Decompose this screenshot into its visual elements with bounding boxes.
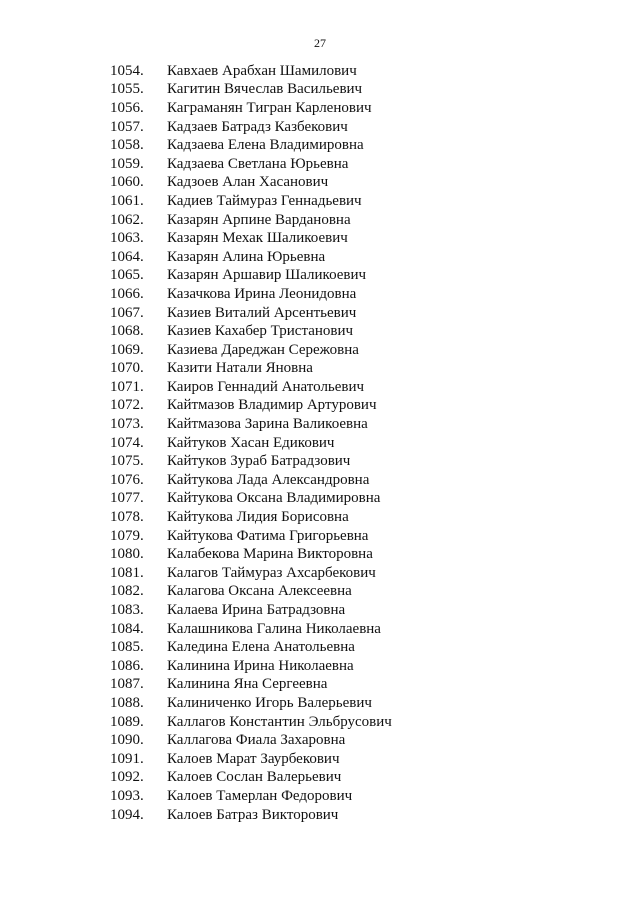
list-item [110,601,590,620]
list-item [110,192,590,211]
entry-number: 1066. [110,285,144,302]
entry-name: Калинина Ирина Николаевна [167,657,354,674]
entry-number: 1065. [110,267,144,284]
entry-number: 1068. [110,323,144,340]
list-item [110,452,590,471]
entry-number: 1070. [110,360,144,377]
list-item [110,583,590,602]
list-item [110,415,590,434]
entry-name: Каиров Геннадий Анатольевич [167,378,365,395]
entry-name: Каллагова Фиала Захаровна [167,732,346,749]
list-item [110,620,590,639]
entry-name: Калиниченко Игорь Валерьевич [167,694,372,711]
entry-name: Кадзаева Светлана Юрьевна [167,155,349,172]
entry-number: 1087. [110,676,144,693]
entry-number: 1079. [110,527,144,544]
entry-name: Калоев Батраз Викторович [167,806,339,823]
entry-number: 1074. [110,434,144,451]
entry-number: 1077. [110,490,144,507]
entry-number: 1073. [110,416,144,433]
entry-number: 1069. [110,341,144,358]
list-item [110,136,590,155]
list-item [110,248,590,267]
entry-name: Кайтмазова Зарина Валикоевна [167,416,368,433]
entry-number: 1090. [110,732,144,749]
entry-number: 1093. [110,787,144,804]
entry-number: 1088. [110,694,144,711]
entry-name: Каледина Елена Анатольевна [167,639,355,656]
page-number: 27 [314,36,326,50]
list-item [110,490,590,509]
entry-name: Казиев Кахабер Тристанович [167,323,354,340]
entry-name: Казарян Мехак Шаликоевич [167,230,348,247]
entry-name: Каллагов Константин Эльбрусович [167,713,392,730]
entry-number: 1057. [110,118,144,135]
name-list [110,62,590,824]
list-item [110,806,590,825]
entry-number: 1061. [110,192,144,209]
entry-name: Казиев Виталий Арсентьевич [167,304,357,321]
entry-number: 1091. [110,750,144,767]
entry-number: 1094. [110,806,144,823]
entry-number: 1082. [110,583,144,600]
entry-name: Кайтукова Оксана Владимировна [167,490,381,507]
entry-number: 1092. [110,769,144,786]
list-item [110,174,590,193]
entry-name: Калоев Сослан Валерьевич [167,769,342,786]
list-item [110,638,590,657]
entry-number: 1060. [110,174,144,191]
entry-number: 1059. [110,155,144,172]
entry-number: 1086. [110,657,144,674]
entry-name: Кайтуков Хасан Едикович [167,434,335,451]
entry-name: Каграманян Тигран Карленович [167,99,372,116]
entry-number: 1071. [110,378,144,395]
list-item [110,508,590,527]
entry-number: 1084. [110,620,144,637]
entry-number: 1054. [110,62,144,79]
entry-number: 1067. [110,304,144,321]
list-item [110,304,590,323]
list-item [110,564,590,583]
entry-name: Кайтмазов Владимир Артурович [167,397,377,414]
list-item [110,118,590,137]
list-item [110,527,590,546]
entry-number: 1072. [110,397,144,414]
entry-name: Кавхаев Арабхан Шамилович [167,62,357,79]
list-item [110,285,590,304]
entry-name: Калагова Оксана Алексеевна [167,583,352,600]
entry-number: 1055. [110,81,144,98]
list-item [110,731,590,750]
entry-number: 1076. [110,471,144,488]
entry-number: 1089. [110,713,144,730]
entry-name: Кадзаев Батрадз Казбекович [167,118,348,135]
entry-name: Кайтуков Зураб Батрадзович [167,453,351,470]
entry-name: Калоев Марат Заурбекович [167,750,340,767]
entry-name: Калинина Яна Сергеевна [167,676,328,693]
list-item [110,434,590,453]
entry-name: Калоев Тамерлан Федорович [167,787,353,804]
list-item [110,267,590,286]
entry-name: Кадзоев Алан Хасанович [167,174,329,191]
entry-name: Казити Натали Яновна [167,360,313,377]
list-item [110,713,590,732]
entry-name: Калашникова Галина Николаевна [167,620,381,637]
entry-name: Калагов Таймураз Ахсарбекович [167,564,376,581]
entry-number: 1062. [110,211,144,228]
list-item [110,397,590,416]
entry-number: 1080. [110,546,144,563]
entry-name: Калабекова Марина Викторовна [167,546,373,563]
entry-number: 1078. [110,509,144,526]
entry-name: Казарян Алина Юрьевна [167,248,326,265]
list-item [110,99,590,118]
list-item [110,657,590,676]
list-item [110,211,590,230]
entry-name: Калаева Ирина Батрадзовна [167,602,346,619]
list-item [110,750,590,769]
entry-name: Казиева Дареджан Сережовна [167,341,359,358]
list-item [110,769,590,788]
list-item [110,360,590,379]
list-item [110,81,590,100]
entry-name: Кадзаева Елена Владимировна [167,137,364,154]
entry-name: Кадиев Таймураз Геннадьевич [167,192,362,209]
list-item [110,471,590,490]
list-item [110,155,590,174]
list-item [110,676,590,695]
entry-number: 1056. [110,99,144,116]
entry-number: 1085. [110,639,144,656]
list-item [110,694,590,713]
entry-name: Казачкова Ирина Леонидовна [167,285,357,302]
list-item [110,341,590,360]
list-item [110,62,590,81]
entry-name: Казарян Арпине Вардановна [167,211,351,228]
list-item [110,545,590,564]
entry-name: Кайтукова Лада Александровна [167,471,370,488]
list-item [110,787,590,806]
entry-number: 1083. [110,602,144,619]
entry-number: 1081. [110,564,144,581]
list-item [110,229,590,248]
entry-number: 1075. [110,453,144,470]
entry-name: Казарян Аршавир Шаликоевич [167,267,367,284]
entry-name: Кагитин Вячеслав Васильевич [167,81,363,98]
entry-name: Кайтукова Фатима Григорьевна [167,527,369,544]
entry-number: 1064. [110,248,144,265]
list-item [110,322,590,341]
entry-number: 1058. [110,137,144,154]
entry-name: Кайтукова Лидия Борисовна [167,509,349,526]
entry-number: 1063. [110,230,144,247]
list-item [110,378,590,397]
